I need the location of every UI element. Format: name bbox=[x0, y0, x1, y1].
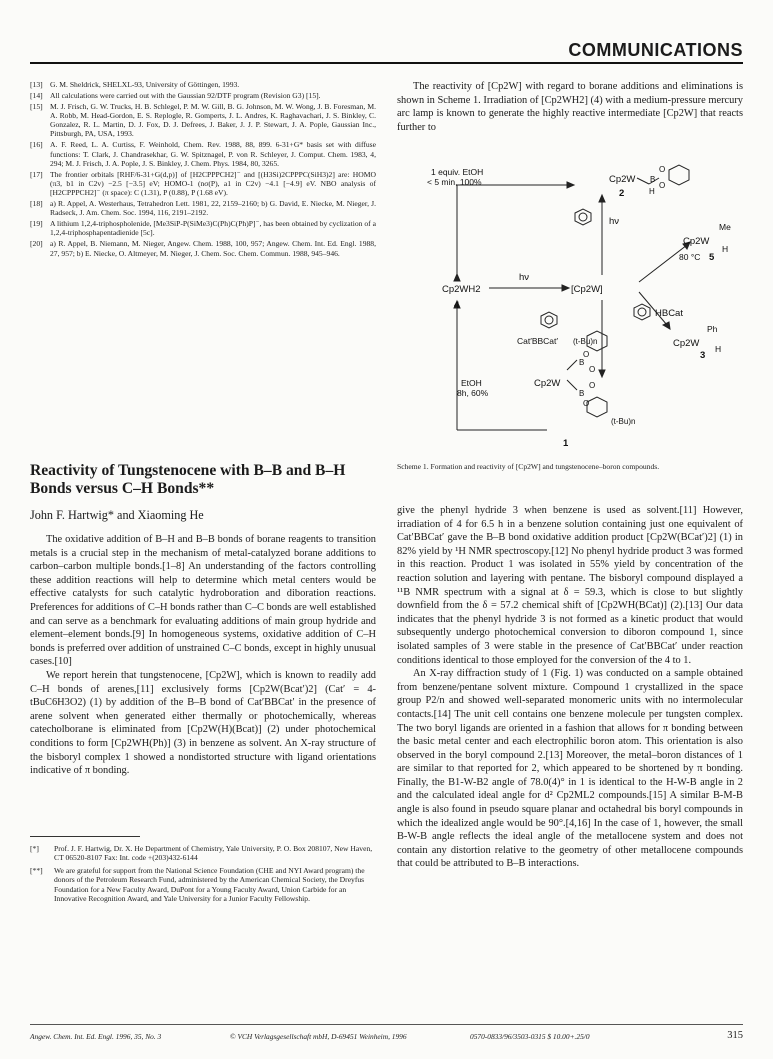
label-num1: 1 bbox=[563, 438, 569, 449]
reference-number: [16] bbox=[30, 140, 43, 150]
label-cond: 8h, 60% bbox=[457, 388, 489, 398]
label-cond: < 5 min, 100% bbox=[427, 177, 482, 187]
reference-text: A. F. Reed, L. A. Curtiss, F. Weinhold, Chem. Rev. 1988, 88, 899. 6-31+G* basis set with diffuse functions: T. Clark, J. Chandrasekhar, G. W. Spitznagel, P. von R. Schleyer, J. Comput. Chem. 1983, 4, 294; M. J. Frisch, J. A. Pople, J. S. Binkley, J. Chem. Phys. 1984, 80, 3265. bbox=[50, 140, 376, 168]
paragraph: We report herein that tungstenocene, [Cp2W], which is known to readily add C–H bonds of arenes,[11] exclusively forms [Cp2W(Bcat′)2] (Cat′ = 4-tBuC6H3O2) (1) by addition of the B–B bond of Cat′BBCat′ in the presence of arene solvent when generated either thermally or photochemically, whereas catecholborane is eliminated from [Cp2W(H)(Bcat)] (2) under photochemical conditions to form [Cp2WH(Ph)] (3) in benzene as solvent. An X-ray structure of the bisboryl complex 1 showed a nondistorted structure with ligand orientations indicative of π bonding. bbox=[30, 669, 376, 777]
scheme-caption: Scheme 1. Formation and reactivity of [Cp2W] and tungstenocene–boron compounds. bbox=[397, 462, 660, 471]
label-cp2w-2: Cp2W bbox=[609, 174, 636, 185]
label-num2: 2 bbox=[619, 188, 625, 199]
label-me: Me bbox=[719, 222, 731, 232]
footnote-text: We are grateful for support from the National Science Foundation (CHE and NYI Award program) the donors of the Petroleum Research Fund, administered by the American Chemical Society, the Dreyfus Foundation for a New Faculty Award, DuPont for a Young Faculty Award, Union Carbide for an Innovative Recognition Award, and Yale University for a Junior Faculty Fellowship. bbox=[54, 865, 365, 904]
label-hv-up: hν bbox=[609, 216, 620, 227]
label-num3: 3 bbox=[700, 350, 706, 361]
label-o: O bbox=[659, 181, 666, 190]
label-o: O bbox=[659, 165, 666, 174]
label-hbcat: HBCat bbox=[655, 308, 683, 319]
label-cond: 1 equiv. EtOH bbox=[431, 167, 484, 177]
label-h: H bbox=[722, 244, 729, 254]
reference-item bbox=[30, 199, 376, 218]
reference-item bbox=[30, 140, 376, 168]
reference-number: [13] bbox=[30, 80, 43, 89]
reference-item bbox=[30, 91, 376, 100]
reference-item bbox=[30, 80, 376, 89]
reference-text: The frontier orbitals [RHF/6-31+G(d,p)] of [H2CPPPCH2]⁻ and [(H3Si)2CPPPC(SiH3)2] are: HOMO (π3, b1 in C2v) −2.5 [−3.5] eV; HOMO-1 (nσ(P), a1 in C2v) −4.1 [−4.9] eV. NBO analysis of [H2CPPPCH2]⁻ (π space): C (1.31), P (0.88), P (1.68 eV). bbox=[50, 169, 376, 198]
left-body bbox=[30, 533, 376, 778]
benzene-ring bbox=[575, 209, 591, 225]
label-hv: hν bbox=[519, 272, 530, 283]
reference-number: [19] bbox=[30, 219, 43, 229]
reference-number: [15] bbox=[30, 101, 43, 111]
footer-journal: Angew. Chem. Int. Ed. Engl. 1996, 35, No. 3 bbox=[30, 1032, 162, 1041]
paragraph: The oxidative addition of B–H and B–B bonds of borane reagents to transition metals is a crucial step in the mechanism of metal-catalyzed borane additions to carbon–carbon multiple bonds.[1–8] An understanding of the factors controlling these addition reactions will help to determine which metal centers would be effective catalysts for such catalytic hydroboration and diboration reactions. Preferences for additions of C–H bonds rather than C–C bonds are well established and can serve as a benchmark for evaluating additions of main group hydride and element–element bonds.[9] In homogeneous systems, oxidative addition of C–H bonds is preferred over addition of unstrained C–C bonds, except in highly unusual cases.[10] bbox=[30, 534, 377, 668]
footer-publisher: © VCH Verlagsgesellschaft mbH, D-69451 Weinheim, 1996 bbox=[230, 1032, 407, 1041]
label-o: O bbox=[589, 365, 596, 374]
label-tbu: (t-Bu)n bbox=[611, 417, 636, 426]
reference-text: All calculations were carried out with the Gaussian 92/DTF program (Revision G3) [15]. bbox=[50, 90, 321, 100]
page-number: 315 bbox=[727, 1030, 743, 1041]
reference-list bbox=[30, 80, 376, 259]
label-h: H bbox=[649, 187, 655, 196]
label-cp2w-3: Cp2W bbox=[673, 338, 700, 349]
label-o: O bbox=[589, 381, 596, 390]
reference-text: M. J. Frisch, G. W. Trucks, H. B. Schlegel, P. M. W. Gill, B. G. Johnson, M. W. Wong, J. B. Foresman, M. A. Robb, M. Head-Gordon, E. S. Replogle, R. Gomperts, J. L. Andres, K. Raghavachari, J. S. Binkley, C. Gonzalez, R. L. Martin, D. J. Fox, D. J. Defrees, J. Baker, J. J. P. Stewart, J. A. Pople, Gaussian Inc., Pittsburgh, PA, USA, 1993. bbox=[50, 101, 376, 139]
paragraph: give the phenyl hydride 3 when benzene is used as solvent.[11] However, irradiation of 4 for 6.5 h in a benzene solution containing just one equivalent of Cat′BBCat′ gave the B–B bond oxidative addition product [Cp2W(BCat′)2] (1) in 82% yield by ¹H NMR spectroscopy.[12] No phenyl hydride product 3 was formed in this reaction. Product 1 was isolated in 55% yield by concentration of the reaction solution and layering with pentane. The bisboryl compound displayed a ¹¹B NMR spectrum with a signal at δ = 59.3, which is close to but slightly downfield from the δ = 57.2 chemical shift of [Cp2WH(BCat)] (2).[13] Our data indicates that the phenyl hydride 3 is not formed as a kinetic product that would subsequently undergo photochemical conversion to diboron compound 1, since isolated samples of 3 were stable in the presence of Cat′BBCat′ under reaction conditions identical to those employed for the conversion of the 4 to 1. bbox=[397, 505, 743, 666]
label-h: H bbox=[715, 344, 722, 354]
label-cp2w: [Cp2W] bbox=[571, 284, 603, 295]
reference-text: G. M. Sheldrick, SHELXL-93, University of Göttingen, 1993. bbox=[50, 80, 240, 89]
footnote-text: Prof. J. F. Hartwig, Dr. X. He Department of Chemistry, Yale University, P. O. Box 208107, New Haven, CT 06520-8107 Fax: Int. code +(203)432-6144 bbox=[54, 844, 373, 863]
reference-number: [17] bbox=[30, 169, 43, 179]
reference-item bbox=[30, 219, 376, 238]
header-rule bbox=[30, 62, 743, 64]
reference-text: A lithium 1,2,4-triphospholenide, [Me3SiP-P(SiMe3)C(Ph)C(Ph)P]⁻, has been obtained by cyclization of a 1,2,4-triphosphapentadienide [5c]. bbox=[50, 219, 376, 238]
paragraph: The reactivity of [Cp2W] with regard to borane additions and eliminations is shown in Scheme 1. Irradiation of [Cp2WH2] (4) with a medium-pressure mercury arc lamp is known to generate the highly reactive intermediate [Cp2W] that reacts further to bbox=[397, 81, 743, 133]
reference-item bbox=[30, 102, 376, 139]
label-cp2wh2: Cp2WH2 bbox=[442, 284, 481, 295]
right-intro bbox=[397, 80, 743, 134]
paragraph: An X-ray diffraction study of 1 (Fig. 1) was conducted on a sample obtained from benzene/pentane solvent mixture. Compound 1 crystallized in the space group P2/n and showed well-separated monomeric units with no intermolecular contacts.[14] The unit cell contains one benzene molecule per tungsten complex. The two boryl ligands are oriented in a fashion that allows for π bonding between the basic metal center and each electrophilic boron atom. This orientation is also observed in the boryl compound 2.[13] Moreover, the metal–boron distances of 1 are similar to that reported for 2, which appeared to be shortened by π bonding. Finally, the B1-W-B2 angle of 78.0(4)° in 1 is identical to the H-W-B angle in 2 and the calculated ideal angle for d² Cp2ML2 compounds.[15] A similar B-M-B angle is also found in pseudo square planar and octahedral bis boryl compounds in which the idealized angle would be 90°.[4,16] In the case of 1, however, the small B-W-B angle reflects the ideal angle of the metallocene system and does not contain any distortion relative to the geometry of other metallocene compounds that could be attributed to B–B interactions. bbox=[397, 668, 743, 870]
reference-text: a) R. Appel, B. Niemann, M. Nieger, Angew. Chem. 1988, 100, 957; Angew. Chem. Int. Ed. Engl. 1988, 27, 957; b) E. Niecke, O. Altmeyer, M. Nieger, J. Chem. Soc. Chem. Commun. 1988, 945–946. bbox=[50, 239, 376, 258]
right-body bbox=[397, 504, 743, 871]
scheme-1 bbox=[397, 160, 743, 460]
footnote bbox=[30, 844, 376, 863]
section-header: COMMUNICATIONS bbox=[568, 40, 743, 60]
label-catbbcat: Cat′BBCat′ bbox=[517, 336, 558, 346]
label-cp2w-1: Cp2W bbox=[534, 378, 561, 389]
footnote-rule bbox=[30, 836, 140, 837]
footnotes bbox=[30, 844, 376, 906]
footnote bbox=[30, 866, 376, 904]
article-authors: John F. Hartwig* and Xiaoming He bbox=[30, 508, 204, 522]
reference-item bbox=[30, 239, 376, 258]
label-o: O bbox=[583, 399, 590, 408]
arrowhead bbox=[562, 285, 569, 291]
label-tbu: (t-Bu)n bbox=[573, 337, 598, 346]
reference-item bbox=[30, 170, 376, 198]
label-num5: 5 bbox=[709, 252, 715, 263]
footer-rule bbox=[30, 1024, 743, 1025]
label-b: B bbox=[579, 358, 585, 367]
footnote-mark: [**] bbox=[30, 865, 43, 875]
footnote-mark: [*] bbox=[30, 844, 39, 853]
footer-code: 0570-0833/96/3503-0315 $ 10.00+.25/0 bbox=[470, 1032, 590, 1041]
label-b: B bbox=[650, 175, 656, 184]
article-title: Reactivity of Tungstenocene with B–B and B–H Bonds versus C–H Bonds** bbox=[30, 462, 346, 497]
label-o: O bbox=[583, 350, 590, 359]
label-ph: Ph bbox=[707, 324, 718, 334]
label-num4: 4 bbox=[454, 300, 460, 311]
reference-number: [20] bbox=[30, 239, 43, 249]
reference-number: [14] bbox=[30, 90, 43, 100]
label-b: B bbox=[579, 389, 585, 398]
reference-text: a) R. Appel, A. Westerhaus, Tetrahedron Lett. 1981, 22, 2159–2160; b) G. David, E. Niecke, M. Nieger, J. Radseck, J. Am. Chem. Soc. 1994, 116, 2191–2192. bbox=[50, 199, 376, 218]
label-cp2w-5: Cp2W bbox=[683, 236, 710, 247]
reference-number: [18] bbox=[30, 199, 43, 209]
label-cond: EtOH bbox=[461, 378, 482, 388]
label-temp: 80 °C bbox=[679, 252, 701, 262]
